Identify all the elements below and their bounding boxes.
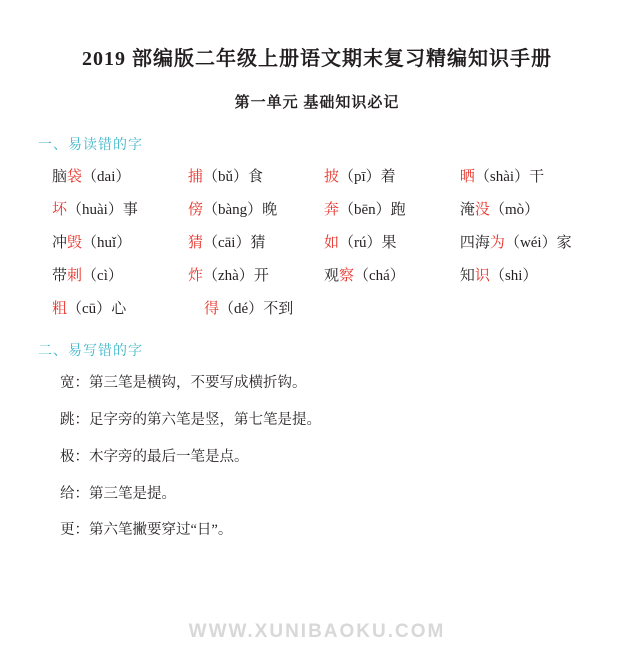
- rule-item: 给：第三笔是提。: [60, 485, 176, 502]
- word-suffix: 果: [381, 235, 397, 251]
- word-highlight: 察: [338, 268, 354, 284]
- section-heading-1: 一、易读错的字: [38, 138, 143, 153]
- word-pinyin: （dé）: [219, 301, 264, 317]
- word-pinyin: （bēn）: [338, 202, 391, 218]
- word-pinyin: （shài）: [474, 169, 530, 185]
- word-item: [188, 234, 324, 252]
- word-pinyin: （shi）: [489, 268, 538, 284]
- word-prefix: 四海: [459, 235, 490, 251]
- word-pinyin: （dai）: [82, 169, 131, 185]
- word-pinyin: （cū）: [67, 301, 112, 317]
- page-title: 2019 部编版二年级上册语文期末复习精编知识手册: [82, 48, 552, 70]
- word-highlight: 粗: [52, 301, 68, 317]
- word-item: [324, 267, 460, 285]
- word-item: [460, 267, 612, 285]
- word-highlight: 如: [323, 235, 339, 251]
- word-grid: [52, 168, 612, 318]
- rules-list: [60, 374, 604, 540]
- word-suffix: 心: [111, 301, 127, 317]
- section-heading-2: 二、易写错的字: [38, 344, 143, 359]
- rule-item: 宽：第三笔是横钩，不要写成横折钩。: [60, 375, 307, 391]
- word-suffix: 不到: [263, 301, 294, 317]
- rule-item: 更：第六笔撇要穿过“日”。: [60, 522, 233, 539]
- document-page: [0, 42, 634, 649]
- word-highlight: 得: [204, 301, 220, 317]
- word-suffix: 家: [556, 235, 572, 251]
- word-item: [460, 201, 612, 219]
- word-pinyin: （bàng）: [202, 202, 263, 218]
- word-suffix: 干: [529, 169, 545, 185]
- word-highlight: 没: [474, 202, 490, 218]
- word-highlight: 捕: [187, 169, 203, 185]
- word-item: [324, 201, 460, 219]
- word-highlight: 毁: [67, 235, 83, 251]
- word-prefix: 脑: [52, 169, 68, 185]
- rule-item: 跳：足字旁的第六笔是竖，第七笔是提。: [60, 411, 321, 428]
- word-item: [52, 267, 188, 285]
- watermark: WWW.XUNIBAOKU.COM: [188, 621, 446, 642]
- word-pinyin: （huài）: [67, 202, 123, 218]
- word-item: [188, 201, 324, 219]
- word-item: [204, 300, 356, 318]
- word-row: [52, 234, 612, 252]
- word-highlight: 刺: [67, 268, 83, 284]
- word-pinyin: （rú）: [338, 235, 382, 251]
- word-row: [52, 267, 612, 285]
- word-prefix: 带: [52, 268, 68, 284]
- word-highlight: 晒: [459, 169, 475, 185]
- word-pinyin: （cāi）: [202, 235, 251, 251]
- word-highlight: 识: [474, 268, 490, 284]
- word-item: [324, 168, 460, 186]
- word-pinyin: （wéi）: [504, 235, 557, 251]
- word-item: [324, 234, 460, 252]
- word-item: [188, 267, 324, 285]
- word-prefix: 观: [323, 268, 339, 284]
- word-suffix: 事: [122, 202, 138, 218]
- word-pinyin: （cì）: [82, 268, 123, 284]
- word-prefix: 知: [459, 268, 475, 284]
- word-item: [52, 300, 204, 318]
- word-suffix: 晚: [262, 202, 278, 218]
- rule-item: 极：木字旁的最后一笔是点。: [60, 448, 249, 465]
- word-pinyin: （pī）: [338, 169, 381, 185]
- word-prefix: 冲: [52, 235, 68, 251]
- word-highlight: 猜: [187, 235, 203, 251]
- word-prefix: 淹: [459, 202, 475, 218]
- word-highlight: 傍: [187, 202, 203, 218]
- word-pinyin: （zhà）: [202, 268, 254, 284]
- word-suffix: 食: [248, 169, 264, 185]
- word-suffix: 着: [380, 169, 396, 185]
- word-highlight: 袋: [67, 169, 83, 185]
- word-item: [460, 234, 612, 252]
- page-subtitle: 第一单元 基础知识必记: [234, 95, 400, 111]
- word-highlight: 披: [323, 169, 339, 185]
- word-item: [52, 201, 188, 219]
- word-row: [52, 168, 612, 186]
- word-row: [52, 300, 612, 318]
- word-pinyin: （chá）: [353, 268, 405, 284]
- word-pinyin: （bǔ）: [202, 169, 248, 185]
- word-pinyin: （mò）: [489, 202, 540, 218]
- word-highlight: 炸: [187, 268, 203, 284]
- word-suffix: 猜: [250, 235, 266, 251]
- word-highlight: 为: [489, 235, 505, 251]
- word-highlight: 奔: [323, 202, 339, 218]
- word-suffix: 跑: [390, 202, 406, 218]
- word-item: [188, 168, 324, 186]
- word-row: [52, 201, 612, 219]
- word-suffix: 开: [253, 268, 269, 284]
- word-item: [52, 234, 188, 252]
- word-highlight: 坏: [52, 202, 68, 218]
- word-item: [52, 168, 188, 186]
- word-pinyin: （huǐ）: [82, 235, 132, 251]
- word-item: [460, 168, 612, 186]
